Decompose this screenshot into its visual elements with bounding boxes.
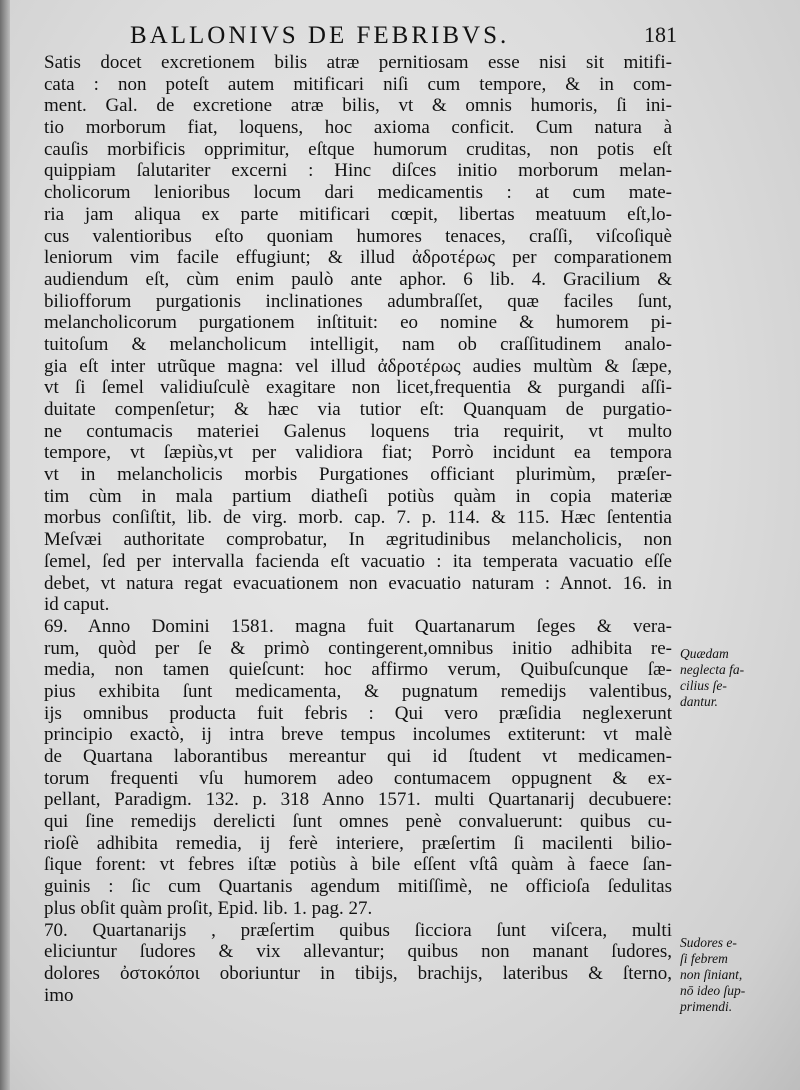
text-line: 70. Quartanarijs , præſertim quibus ſicciora ſunt viſcera, multi <box>44 919 672 941</box>
text-line: rioſè adhibita remedia, ij ferè interiere, præſertim ſi macilenti bilio- <box>44 832 672 854</box>
text-line: ne contumacis materiei Galenus loquens tria requirit, vt multo <box>44 420 672 442</box>
marginal-note-line: nō ideo ſup- <box>680 983 746 998</box>
text-line: ijs omnibus producta fuit febris : Qui vero præſidia neglexerunt <box>44 702 672 724</box>
text-line: vt ſi ſemel validiuſculè exagitare non licet,frequentia & purgandi aſſi- <box>44 377 672 399</box>
text-line: torum frequenti vſu humorem adeo contumacem oppugnent & ex- <box>44 767 672 789</box>
text-line: principio exactò, ij intra breve tempus incolumes extiterunt: vt malè <box>44 724 672 746</box>
text-line: Meſvæi authoritate comprobatur, In ægritudinibus melancholicis, non <box>44 529 672 551</box>
text-line: cata : non poteſt autem mitificari niſi cum tempore, & in com- <box>44 73 672 95</box>
text-line: duitate compenſetur; & hæc via tutior eſt: Quanquam de purgatio- <box>44 399 672 420</box>
text-line: morbus conſiſtit, lib. de virg. morb. cap. 7. p. 114. & 115. Hæc ſententia <box>44 507 672 529</box>
text-line: ſemel, ſed per intervalla facienda eſt vacuatio : ita temperata vacuatio eſſe <box>44 550 672 572</box>
text-line: vt in melancholicis morbis Purgationes officiant plurimùm, præſer- <box>44 464 672 486</box>
marginal-note-line: dantur. <box>680 694 718 709</box>
text-line: tempore, vt ſæpiùs,vt per validiora fiat; Porrò incidunt ea tempora <box>44 442 672 464</box>
text-line: audiendum eſt, cùm enim paulò ante aphor. 6 lib. 4. Gracilium & <box>44 268 672 290</box>
marginal-note-line: neglecta fa- <box>680 662 745 677</box>
running-header <box>130 22 690 52</box>
text-line: tio morborum fiat, loquens, hoc axioma conficit. Cum natura à <box>44 117 672 139</box>
text-line: guinis : ſic cum Quartanis agendum mitiſſimè, ne officioſa ſedulitas <box>44 876 672 898</box>
text-line: eliciuntur ſudores & vix allevantur; quibus non manant ſudores, <box>44 941 672 963</box>
text-line: ſique forent: vt febres iſtæ potiùs à bile eſſent vſtâ quàm à faece ſan- <box>44 854 672 876</box>
marginal-note-line: Quædam <box>680 646 729 661</box>
text-line: 69. Anno Domini 1581. magna fuit Quartanarum ſeges & vera- <box>44 615 672 637</box>
marginal-note-line: ſi febrem <box>680 951 728 966</box>
text-line: pellant, Paradigm. 132. p. 318 Anno 1571. multi Quartanarij decubuere: <box>44 789 672 811</box>
marginal-note-quartan <box>680 646 792 710</box>
text-line: cholicorum lenioribus locum dari medicamentis : at cum mate- <box>44 182 672 204</box>
text-line: de Quartana laborantibus mereantur qui id ſtudent vt medicamen- <box>44 746 672 767</box>
text-line: Satis docet excretionem bilis atræ pernitiosam esse nisi sit mitifi- <box>44 52 672 73</box>
text-line: biliofforum purgationis inclinationes adumbraſſet, quæ faciles ſunt, <box>44 290 672 312</box>
page-gutter-shadow <box>0 0 10 1090</box>
text-line: melancholicorum purgationem inſtituit: eo nomine & humorem pi- <box>44 312 672 334</box>
marginal-note-line: Sudores e- <box>680 935 737 950</box>
text-line: cus valentioribus eſto quoniam humores tenaces, craſſi, viſcoſiquè <box>44 225 672 247</box>
text-line: gia eſt inter utrũque magna: vel illud ἀδρoτέρως audies multùm & ſæpe, <box>44 355 672 377</box>
text-line: leniorum vim facile effugiunt; & illud ἀδρoτέρως per comparationem <box>44 247 672 269</box>
running-title: BALLONIVS DE FEBRIBVS. <box>130 22 510 49</box>
marginal-note-line: primendi. <box>680 999 733 1014</box>
text-line: quippiam ſalutariter excerni : Hinc diſces initio morborum melan- <box>44 160 672 182</box>
main-text-block <box>44 52 672 1006</box>
text-line: id caput. <box>44 594 110 616</box>
text-line: dolores ὀστοκόποι oboriuntur in tibijs, brachijs, lateribus & ſterno, <box>44 962 672 984</box>
text-line: pius exhibita ſunt medicamenta, & pugnatum remedijs valentibus, <box>44 680 672 702</box>
marginal-note-line: cilius ſe- <box>680 678 727 693</box>
text-line: debet, vt natura regat evacuationem non evacuatio naturam : Annot. 16. in <box>44 572 672 594</box>
text-line: ria jam aliqua ex parte mitificari cœpit, libertas meatuum eſt,lo- <box>44 203 672 225</box>
text-line: media, non tamen quieſcunt: hoc affirmo verum, Quibuſcunque ſæ- <box>44 659 672 681</box>
text-line: plus obſit quàm proſit, Epid. lib. 1. pag. 27. <box>44 897 373 919</box>
text-line: qui ſine remedijs derelicti ſunt omnes penè convaluerunt: quibus cu- <box>44 811 672 833</box>
text-line: tim cùm in mala partium diatheſi potiùs quàm in copia materiæ <box>44 485 672 507</box>
text-line: rum, quòd per ſe & primò contingerent,omnibus initio adhibita re- <box>44 637 672 659</box>
text-line: imo <box>44 984 74 1006</box>
marginal-note-sweats <box>680 935 792 1015</box>
text-line: tuitoſum & melancholicum intelligit, nam ob craſſitudinem analo- <box>44 333 672 355</box>
page-number: 181 <box>644 22 677 47</box>
text-line: cauſis morbificis opprimitur, eſtque humorum cruditas, non potis eſt <box>44 138 672 160</box>
marginal-note-line: non ſiniant, <box>680 967 743 982</box>
text-line: ment. Gal. de excretione atræ bilis, vt & omnis humoris, ſi ini- <box>44 95 672 117</box>
